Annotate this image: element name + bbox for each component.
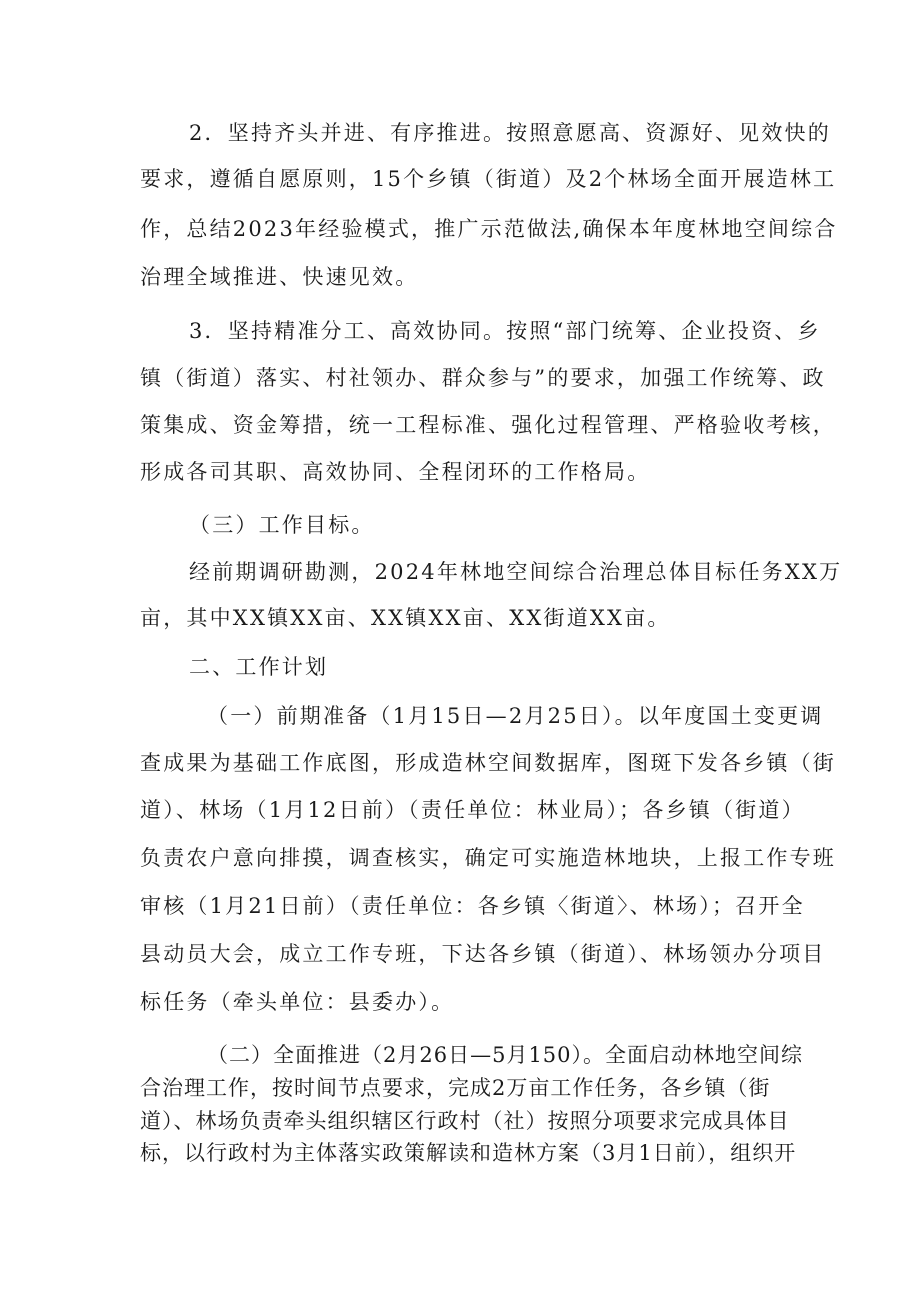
advance-paragraph-line-3: 道）、林场负责牵头组织辖区行政村（社）按照分项要求完成具体目 — [140, 1109, 790, 1133]
section-heading-goal: （三）工作目标。 — [189, 513, 375, 537]
paragraph-2-line-3: 作，总结2023年经验模式，推广示范做法,确保本年度林地空间综合 — [140, 217, 838, 241]
goal-paragraph-line-2: 亩，其中XX镇XX亩、XX镇XX亩、XX街道XX亩。 — [140, 606, 671, 630]
prep-paragraph-line-4: 负责农户意向排摸，调查核实，确定可实施造林地块，上报工作专班 — [140, 846, 836, 870]
paragraph-2-line-4: 治理全域推进、快速见效。 — [140, 265, 419, 289]
advance-paragraph-line-4: 标，以行政村为主体落实政策解读和造林方案（3月1日前），组织开 — [140, 1141, 797, 1165]
advance-paragraph-line-2: 合治理工作，按时间节点要求，完成2万亩工作任务，各乡镇（街 — [140, 1076, 771, 1100]
paragraph-3-line-3: 策集成、资金筹措，统一工程标准、强化过程管理、严格验收考核， — [140, 413, 836, 437]
paragraph-3-line-1: 3．坚持精准分工、高效协同。按照“部门统筹、企业投资、乡 — [189, 319, 821, 343]
prep-paragraph-line-1: （一）前期准备（1月15日—2月25日）。以年度国土变更调 — [207, 704, 824, 728]
paragraph-2-line-2: 要求，遵循自愿原则，15个乡镇（街道）及2个林场全面开展造林工 — [140, 167, 837, 191]
advance-paragraph-line-1: （二）全面推进（2月26日—5月150）。全面启动林地空间综 — [207, 1043, 804, 1067]
paragraph-3-line-2: 镇（街道）落实、村社领办、群众参与”的要求，加强工作统筹、政 — [140, 366, 826, 390]
prep-paragraph-line-7: 标任务（牵头单位：县委办）。 — [140, 990, 455, 1014]
paragraph-2-line-1: 2．坚持齐头并进、有序推进。按照意愿高、资源好、见效快的 — [189, 121, 831, 145]
goal-paragraph-line-1: 经前期调研勘测，2024年林地空间综合治理总体目标任务XX万 — [189, 560, 843, 584]
prep-paragraph-line-5: 审核（1月21日前）（责任单位：各乡镇〈街道〉、林场）；召开全 — [140, 894, 805, 918]
prep-paragraph-line-2: 查成果为基础工作底图，形成造林空间数据库，图斑下发各乡镇（街 — [140, 751, 836, 775]
prep-paragraph-line-3: 道）、林场（1月12日前）（责任单位：林业局）；各乡镇（街道） — [140, 798, 805, 822]
paragraph-3-line-4: 形成各司其职、高效协同、全程闭环的工作格局。 — [140, 460, 651, 484]
prep-paragraph-line-6: 县动员大会，成立工作专班，下达各乡镇（街道）、林场领办分项目 — [140, 942, 826, 966]
section-heading-plan: 二、工作计划 — [189, 655, 329, 679]
